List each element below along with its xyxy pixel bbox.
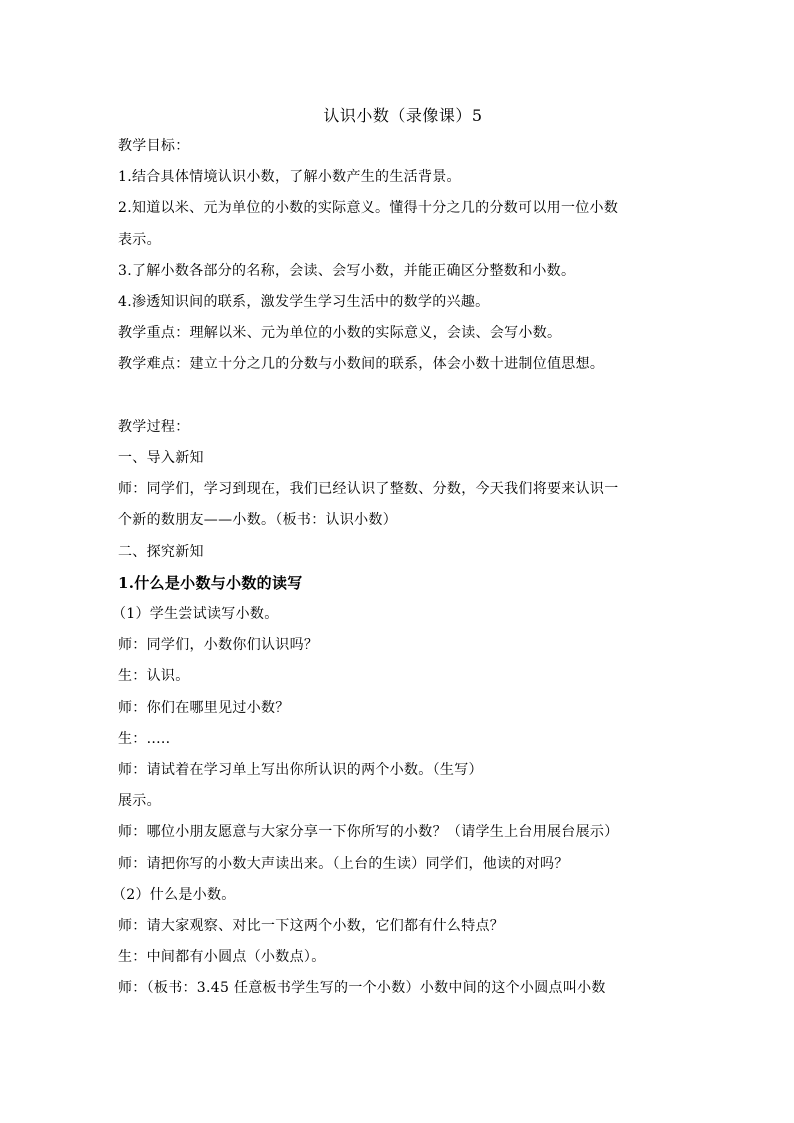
dialogue-line: 生：..... xyxy=(118,730,171,747)
process-heading: 教学过程： xyxy=(118,418,190,435)
dialogue-line: 师：（板书：3.45 任意板书学生写的一个小数）小数中间的这个小圆点叫小数 xyxy=(118,980,606,997)
goal-item-2-line-2: 表示。 xyxy=(118,231,161,248)
goal-item-1: 1.结合具体情境认识小数，了解小数产生的生活背景。 xyxy=(118,169,461,186)
subsection-heading-1: 1.什么是小数与小数的读写 xyxy=(118,573,303,592)
section-heading-2: 二、探究新知 xyxy=(118,543,204,560)
document-title: 认识小数（录像课）5 xyxy=(323,106,483,125)
section-heading-1: 一、导入新知 xyxy=(118,450,204,467)
goal-item-4: 4.渗透知识间的联系，激发学生学习生活中的数学的兴趣。 xyxy=(118,294,490,311)
dialogue-line: 师：同学们，小数你们认识吗？ xyxy=(118,637,319,654)
blank-line xyxy=(118,381,688,412)
step-heading-1: （1）学生尝试读写小数。 xyxy=(112,606,279,623)
dialogue-line: 展示。 xyxy=(118,793,161,810)
key-point: 教学重点：理解以米、元为单位的小数的实际意义，会读、会写小数。 xyxy=(118,325,562,342)
document-page xyxy=(112,100,688,1005)
dialogue-line: 生：认识。 xyxy=(118,668,190,685)
intro-paragraph-line-1: 师：同学们，学习到现在，我们已经认识了整数、分数，今天我们将要来认识一 xyxy=(118,481,619,498)
dialogue-line: 生：中间都有小圆点（小数点）。 xyxy=(118,949,326,966)
intro-paragraph-line-2: 个新的数朋友——小数。（板书：认识小数） xyxy=(118,512,397,529)
dialogue-line: 师：请试着在学习单上写出你所认识的两个小数。（生写） xyxy=(118,762,483,779)
dialogue-line: 师：请把你写的小数大声读出来。（上台的生读）同学们，他读的对吗？ xyxy=(118,855,569,872)
dialogue-line: 师：请大家观察、对比一下这两个小数，它们都有什么特点？ xyxy=(118,918,505,935)
step-heading-2: （2）什么是小数。 xyxy=(112,886,236,903)
difficulty-point: 教学难点：建立十分之几的分数与小数间的联系，体会小数十进制位值思想。 xyxy=(118,356,605,373)
dialogue-line: 师：哪位小朋友愿意与大家分享一下你所写的小数？（请学生上台用展台展示） xyxy=(118,824,619,841)
goal-item-3: 3.了解小数各部分的名称，会读、会写小数，并能正确区分整数和小数。 xyxy=(118,262,576,279)
goal-item-2-line-1: 2.知道以米、元为单位的小数的实际意义。懂得十分之几的分数可以用一位小数 xyxy=(118,200,619,217)
dialogue-line: 师：你们在哪里见过小数？ xyxy=(118,699,290,716)
goals-heading: 教学目标： xyxy=(118,138,190,154)
